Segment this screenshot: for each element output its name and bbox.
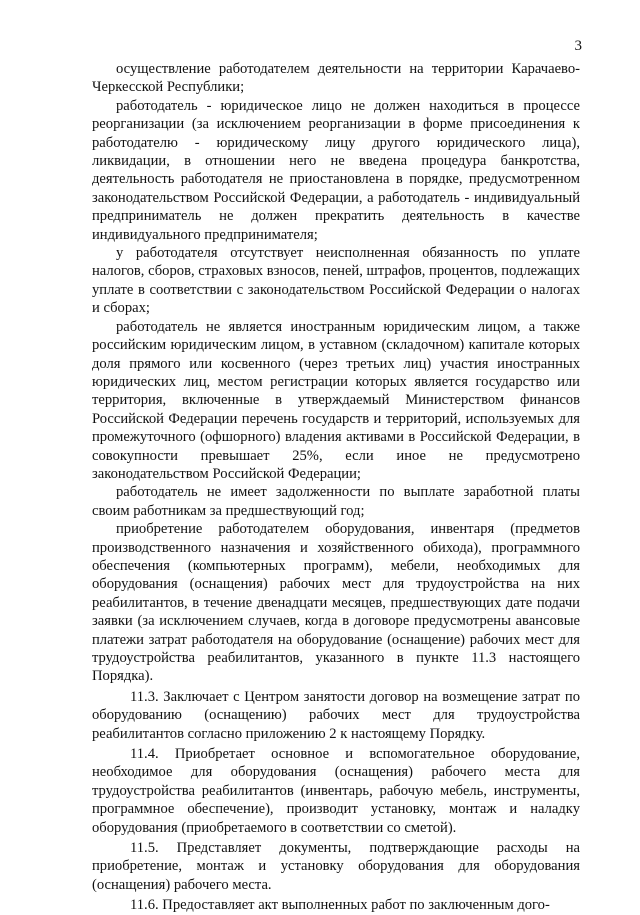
- paragraph-tax-obligations: у работодателя отсутствует неисполненная обязанность по уплате налогов, сборов, страховых взносов, пеней, штрафов, процентов, подлежащих уплате в соответствии с законодательством Российской Федерации о налогах и сборах;: [92, 245, 580, 317]
- clause-11-6: 11.6. Предоставляет акт выполненных работ по заключенным дого-: [130, 897, 550, 914]
- paragraph-wage-arrears: работодатель не имеет задолженности по выплате заработной платы своим работникам за предшествующий год;: [92, 484, 580, 519]
- clause-11-5: 11.5. Представляет документы, подтверждающие расходы на приобретение, монтаж и установку оборудования для оборудования (оснащения) рабочего места.: [92, 840, 580, 893]
- paragraph-equipment-purchase: приобретение работодателем оборудования, инвентаря (предметов производственного назначения и хозяйственного обихода), программного обеспечения (компьютерных программ), мебели, необходимых для оборудования (оснащения) рабочих мест для трудоустройства на них реабилитантов, в течение двенадцати месяцев, предшествующих дате подачи заявки (за исключением случаев, когда в договоре предусмотрены авансовые платежи затрат работодателя на оборудование (оснащение) рабочих мест для трудоустройства реабилитантов, указанного в пункте 11.3 настоящего Порядка).: [92, 521, 580, 685]
- clause-11-4: 11.4. Приобретает основное и вспомогательное оборудование, необходимое для оборудования (оснащения) рабочего места для трудоустройства реабилитантов (инвентарь, рабочую мебель, инструменты, программное обеспечение), производит установку, монтаж и наладку оборудования (приобретаемого в соответствии со сметой).: [92, 746, 580, 836]
- clause-11-3: 11.3. Заключает с Центром занятости договор на возмещение затрат по оборудованию (оснащению) рабочих мест для трудоустройства реабилитантов согласно приложению 2 к настоящему Порядку.: [92, 688, 580, 742]
- page-number: 3: [574, 38, 582, 54]
- document-body: [92, 60, 580, 915]
- paragraph-reorganization: работодатель - юридическое лицо не должен находиться в процессе реорганизации (за исключением реорганизации в форме присоединения к работодателю - юридическому лицу другого юридического лица), ликвидации, в отношении него не введена процедура банкротства, деятельность работодателя не приостановлена в порядке, предусмотренном законодательством Российской Федерации, а работодатель - индивидуальный предприниматель не должен прекратить деятельность в качестве индивидуального предпринимателя;: [92, 97, 580, 243]
- paragraph-foreign-entity: работодатель не является иностранным юридическим лицом, а также российским юридическим лицом, в уставном (складочном) капитале которых доля прямого или косвенного (через третьих лиц) участия иностранных юридических лиц, местом регистрации которых является государство или территория, включенные в утверждаемый Министерством финансов Российской Федерации перечень государств и территорий, используемых для промежуточного (офшорного) владения активами в Российской Федерации, в совокупности превышает 25%, если иное не предусмотрено законодательством Российской Федерации;: [92, 318, 580, 482]
- paragraph-territory: осуществление работодателем деятельности на территории Карачаево-Черкесской Республики;: [92, 61, 580, 96]
